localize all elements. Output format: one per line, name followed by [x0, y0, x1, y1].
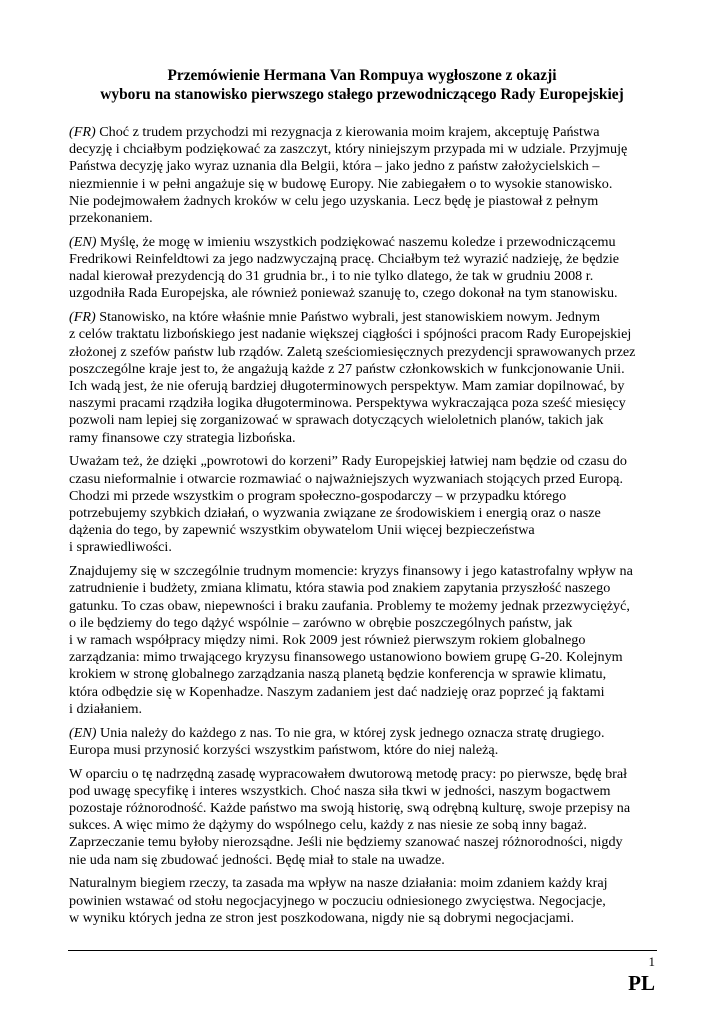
footer-divider — [68, 950, 657, 951]
paragraph-line — [69, 893, 669, 910]
paragraph-line — [69, 632, 669, 649]
paragraph-line — [69, 193, 669, 210]
paragraph-line — [69, 580, 669, 597]
paragraph — [69, 453, 669, 556]
paragraph — [69, 309, 669, 447]
page-number: 1 — [648, 954, 655, 969]
line-text: Naturalnym biegiem rzeczy, ta zasada ma wpływ na nasze działania: moim zdaniem każdy kraj — [69, 875, 608, 892]
line-text: z celów traktatu lizbońskiego jest nadanie większej ciągłości i spójności pracom Rady Europejskiej — [69, 326, 632, 343]
line-text: poszczególne kraje jest to, że angażują każde z 27 państw członkowskich w funkcjonowanie Unii. — [69, 360, 625, 377]
line-text: która odbędzie się w Kopenhadze. Naszym zadaniem jest dać nadzieję oraz poprzeć ją faktami — [69, 683, 605, 700]
line-text: zarządzania: mimo trwającego kryzysu finansowego ustanowiono bowiem grupę G-20. Kolejnym — [69, 649, 623, 666]
paragraph-line — [69, 285, 669, 302]
language-code: PL — [628, 971, 655, 995]
paragraph-line — [69, 615, 669, 632]
paragraph-line — [69, 471, 669, 488]
paragraph — [69, 124, 669, 227]
paragraph-line — [69, 766, 669, 783]
language-tag: (FR) — [69, 124, 96, 140]
line-text: niezmiennie i w pełni angażuje się w budowę Europy. Nie zabiegałem o to wysokie stanowisko. — [69, 175, 613, 192]
paragraph-line — [69, 412, 669, 429]
line-text: Nie podejmowałem żadnych kroków w celu jego uzyskania. Lecz będę je piastował z pełnym — [69, 192, 599, 209]
language-tag: (EN) — [69, 233, 97, 250]
line-text: naszymi pracami rządziła logika długoterminowa. Perspektywa wykraczająca poza sześć miesięcy — [69, 395, 626, 412]
paragraph-line — [69, 563, 669, 580]
line-text: Choć z trudem przychodzi mi rezygnacja z kierowania moim krajem, akceptuję Państwa — [95, 124, 600, 140]
line-text: w wyniku których jedna ze stron jest poszkodowana, nigdy nie są dobrymi negocjacjami. — [69, 909, 575, 926]
line-text: czasu nieformalnie i otwarcie rozmawiać o najważniejszych wyzwaniach stojących przed Europą. — [69, 470, 623, 487]
paragraph-line — [69, 834, 669, 851]
line-text: ramy finansowe czy strategia lizbońska. — [69, 429, 296, 446]
line-text: i w ramach współpracy między nimi. Rok 2009 jest również pierwszym rokiem globalnego — [69, 632, 586, 649]
line-text: pozostaje różnorodność. Każde państwo ma swoją historię, swą odrębną kulturę, swoje przepisy na — [69, 800, 631, 817]
line-text: o ile będziemy do tego dążyć wspólnie – zarówno w obrębie poszczególnych państw, jak — [69, 614, 573, 631]
paragraph — [69, 766, 669, 869]
title-line-2: wyboru na stanowisko pierwszego stałego przewodniczącego Rady Europejskiej — [100, 86, 624, 103]
paragraph-line — [69, 210, 669, 227]
line-text: W oparciu o tę nadrzędną zasadę wypracowałem dwutorową metodę pracy: po pierwsze, będę brał — [69, 765, 628, 782]
line-text: uzgodniła Rada Europejska, ale również ponieważ szanuję to, czego dokonał na tym stanowisku. — [69, 285, 618, 302]
paragraph-line — [69, 522, 669, 539]
paragraph-line — [69, 910, 669, 927]
paragraph-line — [69, 725, 669, 742]
paragraph-line — [69, 344, 669, 361]
line-text: dążenia do tego, by zapewnić wszystkim obywatelom Unii więcej bezpieczeństwa — [69, 522, 535, 539]
line-text: sukces. A więc mimo że dążymy do wspólnego celu, każdy z nas niesie ze sobą inny bagaż. — [69, 817, 587, 834]
paragraph-line — [69, 378, 669, 395]
paragraph-line — [69, 309, 669, 326]
line-text: decyzję i chciałbym podziękować za zaszczyt, który niniejszym przypada mi w udziale. Przyjmuję — [69, 141, 628, 158]
paragraph-line — [69, 684, 669, 701]
line-text: pozwoli nam lepiej się zorganizować w sprawach dotyczących wieloletnich planów, takich jak — [69, 412, 604, 429]
paragraph-line — [69, 268, 669, 285]
line-text: i działaniem. — [69, 700, 143, 717]
paragraph-line — [69, 326, 669, 343]
paragraph-line — [69, 395, 669, 412]
paragraph-line — [69, 800, 669, 817]
line-text: zatrudnienie i budżety, zmiana klimatu, która stawia pod znakiem zapytania przyszłość naszego — [69, 580, 611, 597]
line-text: potrzebujemy szybkich działań, o wyzwania związane ze środowiskiem i energią oraz o nasze — [69, 505, 601, 522]
line-text: nie uda nam się zbudować jedności. Będę miał to stale na uwadze. — [69, 851, 445, 868]
line-text: krokiem w stronę globalnego zarządzania naszą planetą będzie konferencja w sprawie klimatu, — [69, 666, 607, 683]
paragraph-line — [69, 539, 669, 556]
paragraph-line — [69, 598, 669, 615]
line-text: Państwa decyzję jako wyraz uznania dla Belgii, która – jako jedno z państw założycielskich – — [69, 158, 600, 175]
paragraph-line — [69, 666, 669, 683]
line-text: Unia należy do każdego z nas. To nie gra, w której zysk jednego oznacza stratę drugiego. — [96, 724, 605, 741]
paragraph-line — [69, 141, 669, 158]
paragraph-line — [69, 701, 669, 718]
line-text: Ich wadą jest, że nie oferują bardziej długoterminowych perspektyw. Mam zamiar dopilnować, by — [69, 378, 625, 395]
paragraph-line — [69, 361, 669, 378]
line-text: Znajdujemy się w szczególnie trudnym momencie: kryzys finansowy i jego katastrofalny wpływ na — [69, 563, 633, 580]
paragraph — [69, 725, 669, 759]
title-line-1: Przemówienie Hermana Van Rompuya wygłoszone z okazji — [167, 67, 557, 84]
paragraph-line — [69, 875, 669, 892]
line-text: Uważam też, że dzięki „powrotowi do korzeni” Rady Europejskiej łatwiej nam będzie od czasu do — [69, 453, 627, 470]
paragraph-line — [69, 649, 669, 666]
paragraph-line — [69, 783, 669, 800]
language-tag: (FR) — [69, 309, 96, 326]
line-text: przekonaniem. — [69, 210, 153, 227]
document-title — [40, 66, 684, 104]
document-body — [69, 124, 669, 934]
paragraph — [69, 563, 669, 718]
line-text: gatunku. To czas obaw, niepewności i braku zaufania. Problemy te możemy jednak przezwyciężyć, — [69, 597, 630, 614]
line-text: Chodzi mi przede wszystkim o program społeczno-gospodarczy – w przypadku którego — [69, 487, 567, 504]
line-text: złożonej z szefów państw lub rządów. Zaletą sześciomiesięcznych prezydencji sprawowanych przez — [69, 343, 636, 360]
line-text: Zaprzeczanie temu byłoby nierozsądne. Jeśli nie będziemy szanować naszej różnorodności, nigdy — [69, 834, 623, 851]
line-text: Myślę, że mogę w imieniu wszystkich podziękować naszemu koledze i przewodniczącemu — [96, 233, 616, 250]
paragraph-line — [69, 124, 669, 141]
line-text: Fredrikowi Reinfeldtowi za jego nadzwyczajną pracę. Chciałbym też wyrazić nadzieję, że będzie — [69, 251, 620, 268]
paragraph-line — [69, 852, 669, 869]
paragraph — [69, 234, 669, 303]
paragraph-line — [69, 488, 669, 505]
language-tag: (EN) — [69, 724, 97, 741]
line-text: Europa musi przynosić korzyści wszystkim państwom, które do niej należą. — [69, 741, 499, 758]
paragraph-line — [69, 251, 669, 268]
paragraph-line — [69, 817, 669, 834]
line-text: Stanowisko, na które właśnie mnie Państwo wybrali, jest stanowiskiem nowym. Jednym — [95, 309, 600, 326]
paragraph-line — [69, 453, 669, 470]
paragraph-line — [69, 158, 669, 175]
paragraph — [69, 875, 669, 927]
line-text: powinien wstawać od stołu negocjacyjnego w poczuciu odniesionego zwycięstwa. Negocjacje, — [69, 892, 606, 909]
paragraph-line — [69, 505, 669, 522]
paragraph-line — [69, 742, 669, 759]
paragraph-line — [69, 430, 669, 447]
line-text: i sprawiedliwości. — [69, 539, 172, 556]
line-text: nadal kierował prezydencją do 31 grudnia br., i to nie tylko dlatego, że tak w grudniu 2008 r. — [69, 268, 594, 285]
paragraph-line — [69, 176, 669, 193]
line-text: pod uwagę specyfikę i interes wszystkich. Choć nasza siła tkwi w jedności, naszym bogactwem — [69, 782, 611, 799]
paragraph-line — [69, 234, 669, 251]
